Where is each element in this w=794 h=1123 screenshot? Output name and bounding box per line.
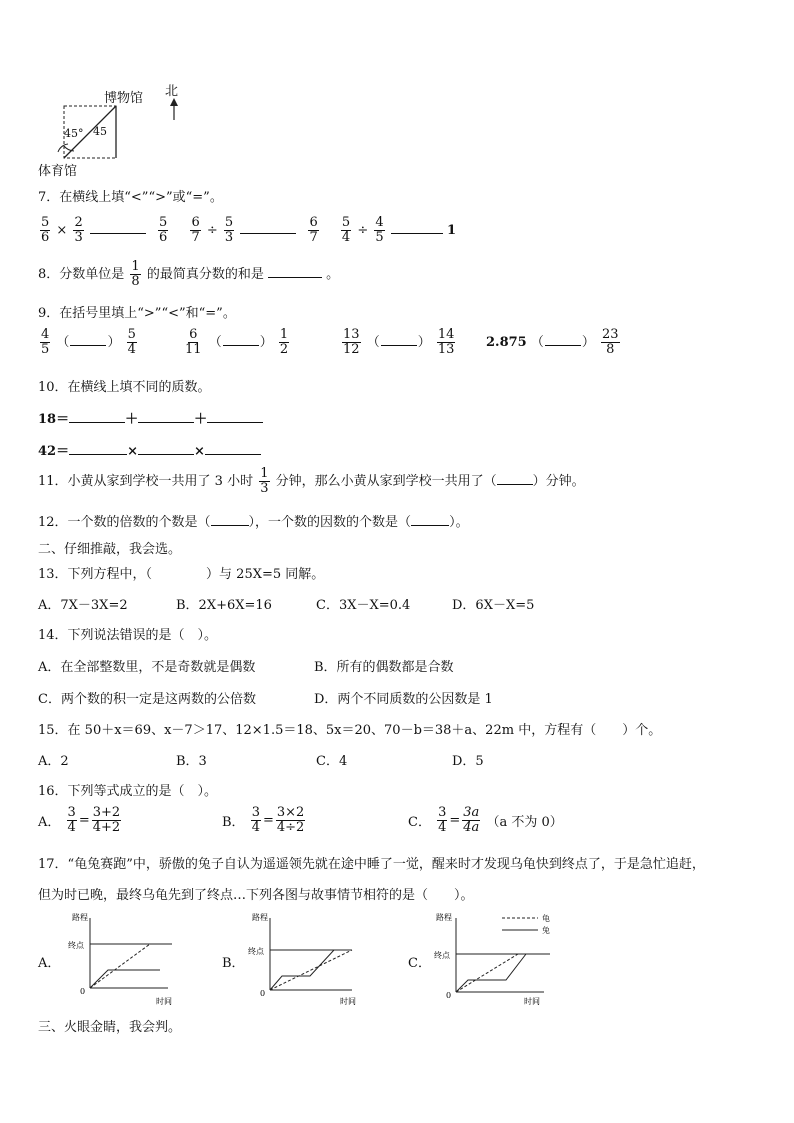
q11-text-post: 分钟，那么小黄从家到学校一共用了（ xyxy=(275,474,497,489)
fraction: $\frac{3a}{4a}$ xyxy=(463,805,480,835)
q10-row-18 xyxy=(38,408,263,427)
answer-paren[interactable]: （ ） xyxy=(56,335,121,350)
q17-graph-b[interactable] xyxy=(248,912,368,1008)
times-sign: × xyxy=(127,444,138,459)
finish-label: 终点 xyxy=(248,947,264,956)
q11-text-end: ）分钟。 xyxy=(532,474,585,489)
q13-text-pre: 13．下列方程中，（ xyxy=(38,567,153,582)
q17-line-2: 但为时已晚，最终乌龟先到了终点…下列各图与故事情节相符的是（ ）。 xyxy=(38,888,474,903)
q7-row xyxy=(38,216,456,245)
answer-blank[interactable] xyxy=(240,221,296,234)
origin-label: 0 xyxy=(80,987,86,996)
q10-18-label: 18＝ xyxy=(38,412,70,427)
operator: × xyxy=(56,223,68,238)
q9-label: 9．在括号里填上“>”“<”和“=”。 xyxy=(38,306,236,321)
q15-option-a[interactable]: A．2 xyxy=(38,754,69,769)
plus-sign: ＋ xyxy=(125,412,139,427)
q14-option-d[interactable]: D．两个不同质数的公因数是 1 xyxy=(314,692,493,707)
origin-label: 0 xyxy=(446,991,452,1000)
fraction: $\frac{6}{7}$ xyxy=(191,215,200,245)
fraction: $\frac{13}{12}$ xyxy=(343,327,360,357)
plus-sign: ＋ xyxy=(194,412,208,427)
north-arrow-icon xyxy=(170,98,178,106)
q9-pair-2 xyxy=(182,328,291,357)
q13-text-post: ）与 25X=5 同解。 xyxy=(206,567,325,582)
answer-blank[interactable] xyxy=(205,442,261,455)
q12-text-b: ），一个数的因数的个数是（ xyxy=(248,515,412,530)
q15-label: 15．在 50＋x＝69、x－7＞17、12×1.5＝18、5x＝20、70－b＝38＋a、22m 中，方程有（ ）个。 xyxy=(38,723,662,738)
q13-option-c[interactable]: C．3X－X=0.4 xyxy=(316,598,411,613)
y-axis-label: 路程 xyxy=(436,913,452,922)
answer-paren[interactable]: （ ） xyxy=(208,335,273,350)
fraction: $\frac{14}{13}$ xyxy=(437,327,455,357)
q13-option-b[interactable]: B．2X+6X=16 xyxy=(176,598,272,613)
answer-blank[interactable] xyxy=(268,265,322,278)
north-label: 北 xyxy=(165,84,179,99)
x-axis-label: 时间 xyxy=(156,997,172,1006)
q7-label: 7．在横线上填“<”“>”或“=”。 xyxy=(38,190,223,205)
fraction: $\frac{6}{7}$ xyxy=(309,215,318,245)
q13-option-d[interactable]: D．6X－X=5 xyxy=(452,598,535,613)
answer-blank[interactable] xyxy=(497,472,533,485)
fraction: $\frac{3}{4}$ xyxy=(251,805,260,835)
y-axis-label: 路程 xyxy=(72,913,88,922)
q17-option-a[interactable]: A． xyxy=(38,956,61,971)
q14-option-c[interactable]: C．两个数的积一定是这两数的公倍数 xyxy=(38,692,256,707)
q16-option-a[interactable] xyxy=(38,806,123,835)
y-axis-label: 路程 xyxy=(252,913,268,922)
q10-42-label: 42＝ xyxy=(38,444,70,459)
answer-blank[interactable] xyxy=(207,410,263,423)
fraction: $\frac{5}{4}$ xyxy=(341,215,351,245)
legend-turtle: 龟 xyxy=(542,914,550,923)
fraction: $\frac{3}{4}$ xyxy=(438,805,447,835)
origin-label: 0 xyxy=(260,989,266,998)
x-axis-label: 时间 xyxy=(340,997,356,1006)
q14-option-a[interactable]: A．在全部整数里，不是奇数就是偶数 xyxy=(38,660,256,675)
q9-pair-4 xyxy=(486,328,622,357)
section-3-title: 三、火眼金睛，我会判。 xyxy=(38,1020,182,1035)
q16-option-b[interactable] xyxy=(222,806,307,835)
answer-blank[interactable] xyxy=(69,442,127,455)
equals-sign: = xyxy=(78,813,90,828)
stadium-label: 体育馆 xyxy=(38,164,78,179)
q17-option-b[interactable]: B． xyxy=(222,956,245,971)
q12-text-a: 12．一个数的倍数的个数是（ xyxy=(38,515,211,530)
fraction: $\frac{6}{11}$ xyxy=(185,327,202,357)
answer-blank[interactable] xyxy=(90,221,146,234)
fraction: $\frac{3}{4}$ xyxy=(67,805,76,835)
answer-blank[interactable] xyxy=(411,513,449,526)
q17-graph-c[interactable] xyxy=(430,912,570,1008)
equals-sign: = xyxy=(449,813,461,828)
section-2-title: 二、仔细推敲，我会选。 xyxy=(38,542,182,557)
answer-blank[interactable] xyxy=(138,410,194,423)
q8-text-pre: 8．分数单位是 xyxy=(38,267,125,282)
q13-row xyxy=(38,563,324,582)
fraction: $\frac{1}{2}$ xyxy=(279,327,289,357)
fraction: $\frac{4}{5}$ xyxy=(375,215,384,245)
answer-paren[interactable]: （ ） xyxy=(530,335,595,350)
fraction: $\frac{5}{6}$ xyxy=(159,215,168,245)
finish-label: 终点 xyxy=(68,941,84,950)
decimal-value: 2.875 xyxy=(486,335,527,350)
angle-label-1: 45° xyxy=(64,127,84,140)
q10-label: 10．在横线上填不同的质数。 xyxy=(38,380,211,395)
q16-option-c[interactable] xyxy=(408,806,563,835)
q12-text-c: ）。 xyxy=(449,515,469,530)
museum-label: 博物馆 xyxy=(104,91,144,106)
fraction: $\frac{3+2}{4+2}$ xyxy=(92,805,121,835)
fraction: $\frac{5}{4}$ xyxy=(127,327,136,357)
finish-label: 终点 xyxy=(434,951,450,960)
answer-paren[interactable]: （ ） xyxy=(366,335,431,350)
fraction: $\frac{1}{3}$ xyxy=(260,466,269,496)
fraction: $\frac{5}{6}$ xyxy=(41,215,50,245)
angle-label-2: 45 xyxy=(93,125,107,138)
q11-text-pre: 11．小黄从家到学校一共用了 3 小时 xyxy=(38,474,254,489)
answer-blank[interactable] xyxy=(69,410,125,423)
fraction: $\frac{4}{5}$ xyxy=(41,327,50,357)
x-axis-label: 时间 xyxy=(524,997,540,1006)
q13-option-a[interactable]: A．7X－3X=2 xyxy=(38,598,128,613)
q9-pair-3 xyxy=(340,328,457,357)
q14-option-b[interactable]: B．所有的偶数都是合数 xyxy=(314,660,454,675)
answer-blank[interactable] xyxy=(211,513,249,526)
fraction: $\frac{1}{8}$ xyxy=(131,259,140,289)
q17-graph-a[interactable] xyxy=(68,912,188,1008)
option-letter: C． xyxy=(408,815,431,830)
option-letter: B． xyxy=(222,815,245,830)
q11-row xyxy=(38,467,585,496)
operator: ÷ xyxy=(357,223,369,238)
q8-text-post: 的最简真分数的和是 xyxy=(146,267,264,282)
q14-label: 14．下列说法错误的是（ ）。 xyxy=(38,628,218,643)
option-letter: A． xyxy=(38,815,61,830)
q12-row xyxy=(38,511,469,530)
q16-label: 16．下列等式成立的是（ ）。 xyxy=(38,784,218,799)
q10-row-42 xyxy=(38,440,261,459)
q8-row xyxy=(38,260,339,289)
answer-blank[interactable] xyxy=(138,442,194,455)
fraction: $\frac{5}{3}$ xyxy=(224,215,234,245)
q15-option-c[interactable]: C．4 xyxy=(316,754,348,769)
q9-pair-1 xyxy=(38,328,139,357)
equals-sign: = xyxy=(262,813,274,828)
q17-line-1: 17．“龟兔赛跑”中，骄傲的兔子自认为遥遥领先就在途中睡了一觉，醒来时才发现乌龟快到终点了，于是急忙追赶， xyxy=(38,857,705,872)
q15-option-b[interactable]: B．3 xyxy=(176,754,207,769)
answer-blank[interactable] xyxy=(391,221,443,234)
q8-text-end: 。 xyxy=(326,267,340,282)
fraction: $\frac{23}{8}$ xyxy=(602,327,619,357)
q15-option-d[interactable]: D．5 xyxy=(452,754,484,769)
note: （a 不为 0） xyxy=(486,815,563,830)
value-one: 1 xyxy=(446,223,456,238)
fraction: $\frac{2}{3}$ xyxy=(74,215,83,245)
times-sign: × xyxy=(194,444,205,459)
operator: ÷ xyxy=(206,223,218,238)
legend-rabbit: 兔 xyxy=(542,926,550,935)
q17-option-c[interactable]: C． xyxy=(408,956,431,971)
fraction: $\frac{3\times 2}{4\div 2}$ xyxy=(276,805,305,835)
